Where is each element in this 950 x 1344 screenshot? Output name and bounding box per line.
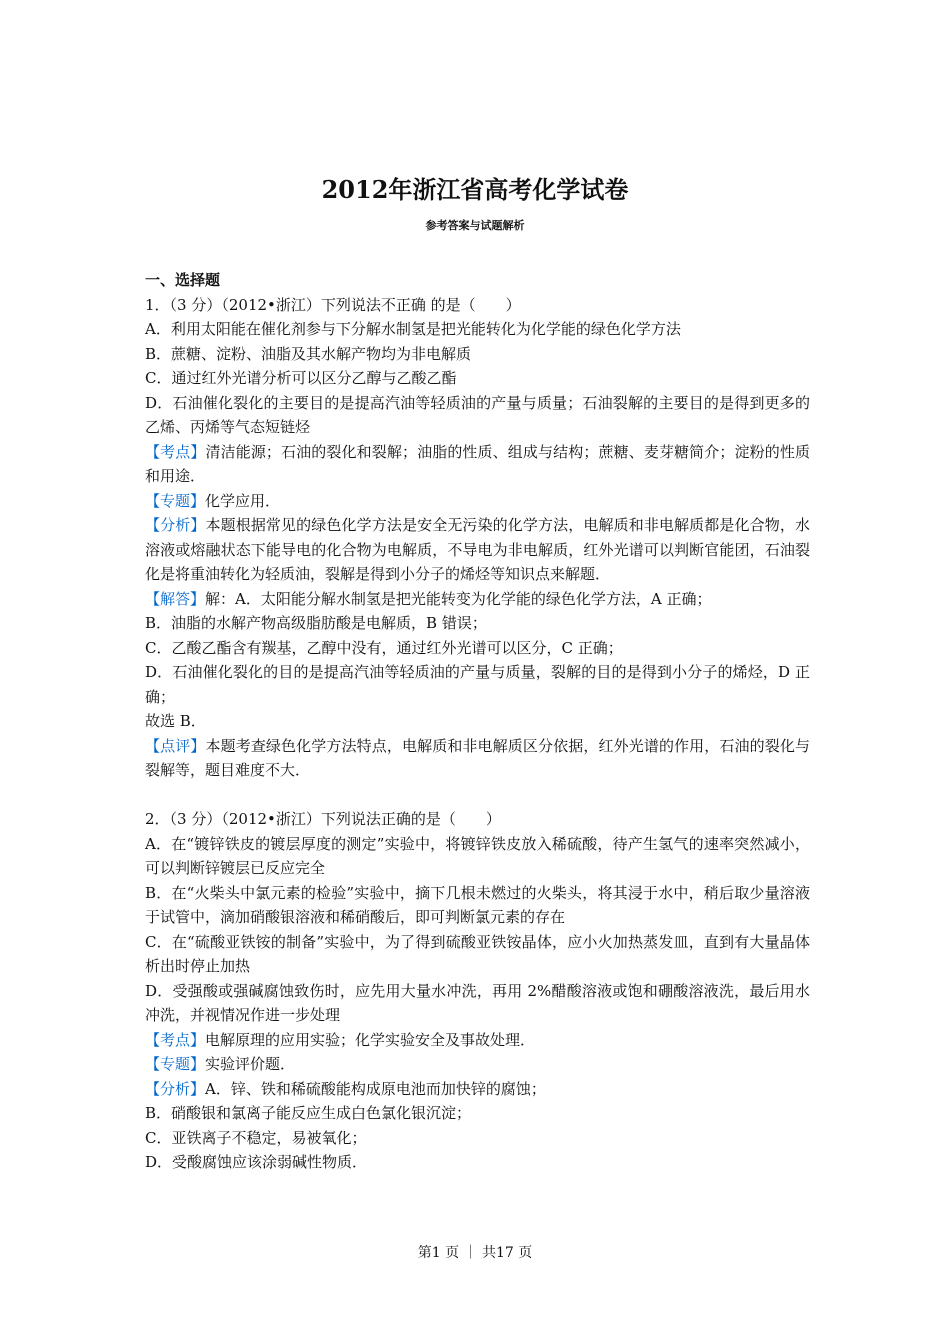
q1-option-a: A．利用太阳能在催化剂参与下分解水制氢是把光能转化为化学能的绿色化学方法 xyxy=(145,320,681,338)
jieda-label: 【解答】 xyxy=(145,589,206,608)
page-subtitle: 参考答案与试题解析 xyxy=(425,219,525,232)
q1-option-b: B．蔗糖、淀粉、油脂及其水解产物均为非电解质 xyxy=(145,344,472,363)
q1-fenxi-text: 本题根据常见的绿色化学方法是安全无污染的化学方法，电解质和非电解质都是化合物，水溶液或熔融状态下能导电的化合物为电解质，不导电为非电解质，红外光谱可以判断官能团，石油裂化是将重油转化为轻质油，裂解是得到小分子的烯烃等知识点来解题． xyxy=(145,516,810,583)
document-body xyxy=(145,268,810,1175)
q1-jieda-line5: 故选 B． xyxy=(145,712,206,730)
q2-fenxi-line1: A．锌、铁和稀硫酸能构成原电池而加快锌的腐蚀； xyxy=(205,1079,546,1098)
q2-zhuanti-text: 实验评价题． xyxy=(205,1055,296,1073)
q1-jieda-line1: 解：A．太阳能分解水制氢是把光能转变为化学能的绿色化学方法，A 正确； xyxy=(205,589,712,608)
q2-kaodian xyxy=(145,1028,810,1053)
dianping-label: 【点评】 xyxy=(145,736,206,755)
q2-fenxi xyxy=(145,1077,810,1102)
q2-stem: 2．（3 分）（2012•浙江）下列说法正确的是（ ） xyxy=(145,810,501,828)
kaodian-label: 【考点】 xyxy=(145,1030,206,1049)
q1-dianping xyxy=(145,734,810,783)
q1-dianping-text: 本题考查绿色化学方法特点，电解质和非电解质区分依据，红外光谱的作用，石油的裂化与裂解等，题目难度不大． xyxy=(145,736,810,779)
kaodian-label: 【考点】 xyxy=(145,442,206,461)
q1-option-c: C．通过红外光谱分析可以区分乙醇与乙酸乙酯 xyxy=(145,369,457,387)
q2-fenxi-line3: C．亚铁离子不稳定，易被氧化； xyxy=(145,1128,367,1147)
q2-option-a: A．在“镀锌铁皮的镀层厚度的测定”实验中，将镀锌铁皮放入稀硫酸，待产生氢气的速率突然减小，可以判断锌镀层已反应完全 xyxy=(145,834,810,877)
q2-zhuanti xyxy=(145,1052,810,1077)
zhuanti-label: 【专题】 xyxy=(145,491,206,510)
q1-jieda xyxy=(145,587,810,612)
fenxi-label: 【分析】 xyxy=(145,1079,206,1098)
fenxi-label: 【分析】 xyxy=(145,516,206,534)
q1-kaodian-text: 清洁能源；石油的裂化和裂解；油脂的性质、组成与结构；蔗糖、麦芽糖简介；淀粉的性质和用途． xyxy=(145,442,810,485)
q2-option-d: D．受强酸或强碱腐蚀致伤时，应先用大量水冲洗，再用 2%醋酸溶液或饱和硼酸溶液洗，最后用水冲洗，并视情况作进一步处理 xyxy=(145,981,810,1024)
section-heading: 一、选择题 xyxy=(145,271,221,289)
spacer xyxy=(145,783,810,808)
q1-zhuanti-text: 化学应用． xyxy=(205,491,281,510)
q1-jieda-line4: D．石油催化裂化的目的是提高汽油等轻质油的产量与质量，裂解的目的是得到小分子的烯烃，D 正确； xyxy=(145,663,810,706)
q2-option-b: B．在“火柴头中氯元素的检验”实验中，摘下几根未燃过的火柴头，将其浸于水中，稍后取少量溶液于试管中，滴加硝酸银溶液和稀硝酸后，即可判断氯元素的存在 xyxy=(145,883,810,926)
q1-kaodian xyxy=(145,440,810,489)
q2-option-c: C．在“硫酸亚铁铵的制备”实验中，为了得到硫酸亚铁铵晶体，应小火加热蒸发皿，直到有大量晶体析出时停止加热 xyxy=(145,932,810,975)
q1-stem: 1．（3 分）（2012•浙江）下列说法不正确 的是（ ） xyxy=(145,295,521,314)
question-1 xyxy=(145,293,810,783)
q1-option-d: D．石油催化裂化的主要目的是提高汽油等轻质油的产量与质量；石油裂解的主要目的是得到更多的乙烯、丙烯等气态短链烃 xyxy=(145,393,810,436)
q2-fenxi-line4: D．受酸腐蚀应该涂弱碱性物质． xyxy=(145,1153,368,1171)
q2-kaodian-text: 电解原理的应用实验；化学实验安全及事故处理． xyxy=(205,1030,536,1049)
question-2 xyxy=(145,807,810,1175)
page-footer: 第1 页 ｜ 共17 页 xyxy=(417,1245,533,1261)
q2-fenxi-line2: B．硝酸银和氯离子能反应生成白色氯化银沉淀； xyxy=(145,1104,472,1122)
page-title: 2012年浙江省高考化学试卷 xyxy=(321,175,629,204)
q1-jieda-line3: C．乙酸乙酯含有羰基，乙醇中没有，通过红外光谱可以区分，C 正确； xyxy=(145,638,623,657)
zhuanti-label: 【专题】 xyxy=(145,1055,206,1073)
q1-fenxi xyxy=(145,513,810,587)
q1-jieda-line2: B．油脂的水解产物高级脂肪酸是电解质，B 错误； xyxy=(145,614,487,632)
q1-zhuanti xyxy=(145,489,810,514)
